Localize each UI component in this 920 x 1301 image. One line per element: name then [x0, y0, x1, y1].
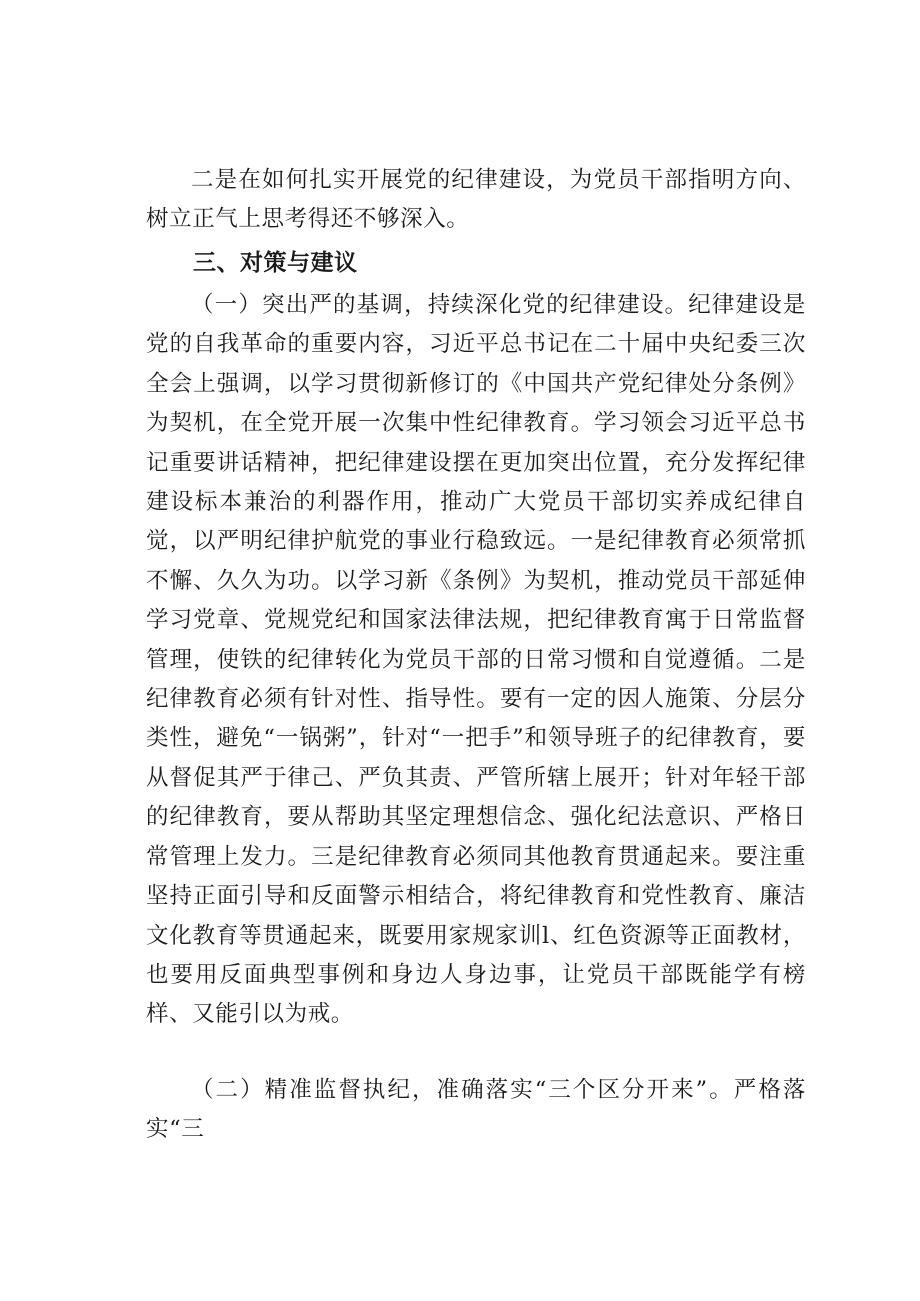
section-heading-countermeasures: 三、对策与建议 [193, 250, 358, 276]
paragraph-countermeasure-2: （二）精准监督执纪，准确落实“三个区分开来”。严格落实“三 [146, 1077, 806, 1143]
paragraph-weakness-2: 二是在如何扎实开展党的纪律建设，为党员干部指明方向、树立正气上思考得还不够深入。 [146, 167, 806, 233]
paragraph-countermeasure-1: （一）突出严的基调，持续深化党的纪律建设。纪律建设是党的自我革命的重要内容，习近平总书记在二十届中央纪委三次全会上强调，以学习贯彻新修订的《中国共产党纪律处分条例》为契机，在全党开展一次集中性纪律教育。学习领会习近平总书记重要讲话精神，把纪律建设摆在更加突出位置，充分发挥纪律建设标本兼治的利器作用，推动广大党员干部切实养成纪律自觉，以严明纪律护航党的事业行稳致远。一是纪律教育必须常抓不懈、久久为功。以学习新《条例》为契机，推动党员干部延伸学习党章、党规党纪和国家法律法规，把纪律教育寓于日常监督管理，使铁的纪律转化为党员干部的日常习惯和自觉遵循。二是纪律教育必须有针对性、指导性。要有一定的因人施策、分层分类性，避免“一锅粥”，针对“一把手”和领导班子的纪律教育，要从督促其严于律己、严负其责、严管所辖上展开；针对年轻干部的纪律教育，要从帮助其坚定理想信念、强化纪法意识、严格日常管理上发力。三是纪律教育必须同其他教育贯通起来。要注重坚持正面引导和反面警示相结合，将纪律教育和党性教育、廉洁文化教育等贯通起来，既要用家规家训l、红色资源等正面教材，也要用反面典型事例和身边人身边事，让党员干部既能学有榜样、又能引以为戒。 [146, 292, 806, 1028]
